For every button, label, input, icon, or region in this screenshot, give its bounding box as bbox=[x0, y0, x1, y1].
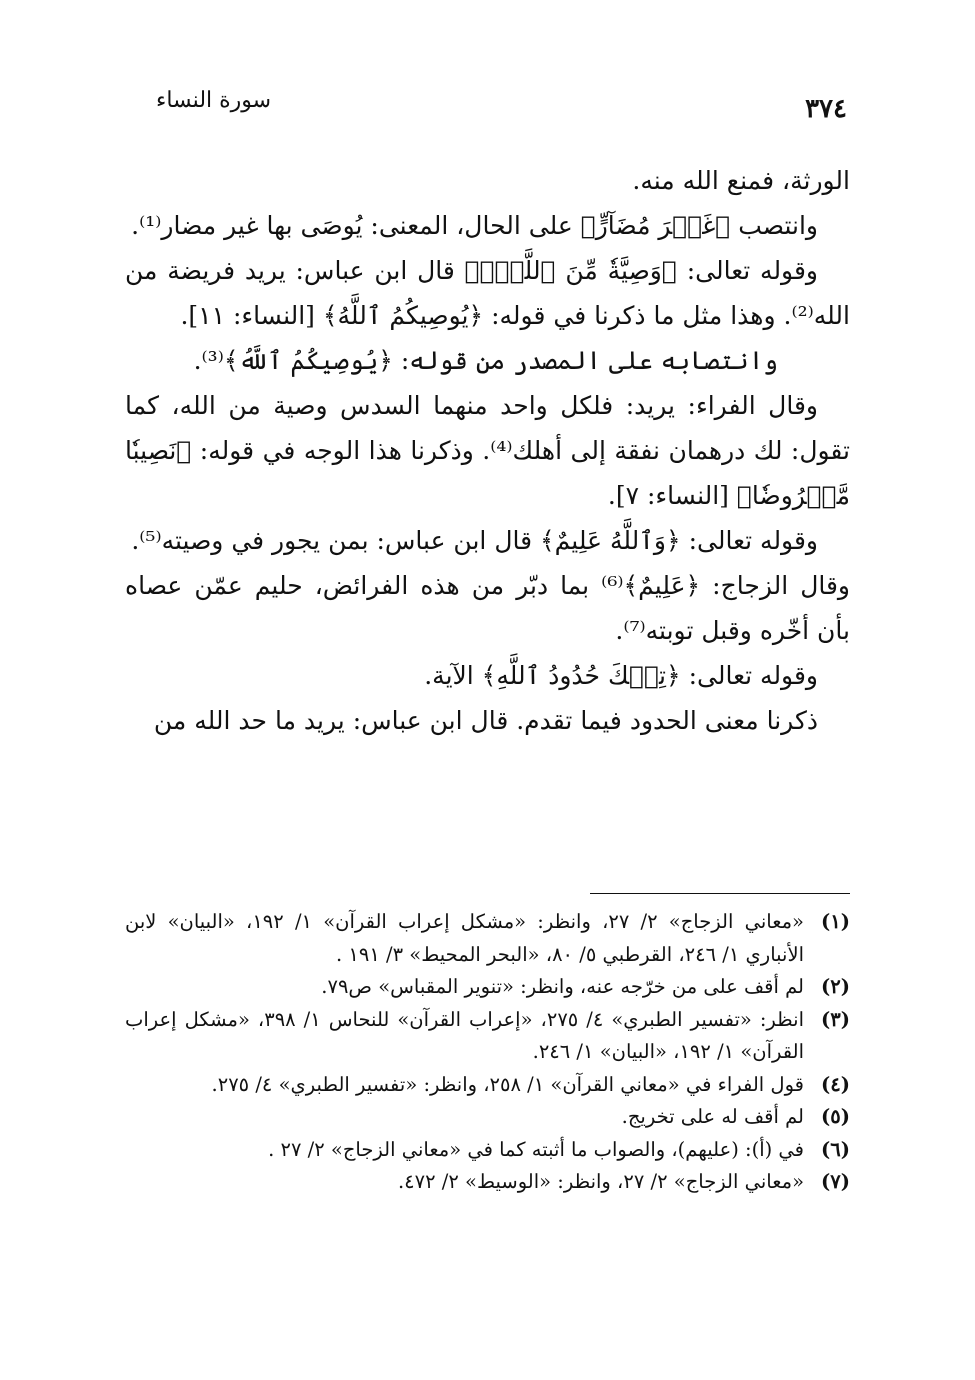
paragraph: ذكرنا معنى الحدود فيما تقدم. قال ابن عباس: يريد ما حد الله من bbox=[153, 706, 818, 735]
footnote bbox=[125, 1166, 850, 1199]
footnote-divider bbox=[590, 893, 850, 894]
footnote-number: (٢) bbox=[821, 975, 850, 998]
footnote-number: (٦) bbox=[821, 1137, 850, 1161]
footnote-number: (٥) bbox=[821, 1105, 850, 1128]
paragraph: وقوله تعالى: ﴿تِلۡكَ حُدُودُ ٱللَّهِ﴾ الآية. bbox=[424, 661, 818, 690]
paragraph: وانتصب ﴿غَيۡرَ مُضَآرٍّ﴾ على الحال، المعنى: يُوصَى بها غير مضار⁽¹⁾. bbox=[131, 211, 818, 240]
paragraph: وقال الفراء: يريد: فلكل واحد منهما السدس وصية من الله، كما تقول: لك درهمان نفقة إلى أهلك⁽⁴⁾. وذكرنا هذا الوجه في قوله: ﴿نَصِيبٗا مَّفۡرُوضٗا﴾ [النساء: ٧]. bbox=[125, 391, 850, 510]
footnote-number: (٤) bbox=[821, 1072, 850, 1096]
footnote-text: قول الفراء في «معاني القرآن» ١/ ٢٥٨، وانظر: «تفسير الطبري» ٤/ ٢٧٥. bbox=[211, 1072, 804, 1096]
footnote bbox=[125, 1004, 850, 1069]
footnote-text: لم أقف له على تخريج. bbox=[621, 1105, 804, 1128]
page-number: ٣٧٤ bbox=[805, 94, 847, 124]
main-text bbox=[125, 158, 850, 743]
footnote-text: في (أ): (عليهم)، والصواب ما أثبته كما في «معاني الزجاج» ٢/ ٢٧ . bbox=[268, 1137, 804, 1161]
paragraph: وقوله تعالى: ﴿وَٱللَّهُ عَلِيمٌ﴾ قال ابن عباس: بمن يجور في وصيته⁽⁵⁾. bbox=[131, 526, 818, 555]
paragraph: الورثة، فمنع الله منه. bbox=[632, 166, 850, 195]
footnote-number: (٣) bbox=[821, 1007, 850, 1031]
paragraph: وقال الزجاج: ﴿عَلِيمٌ﴾⁽⁶⁾ بما دبّر من هذه الفرائض، حليم عمّن عصاه بأن أخّره وقبل توبته⁽⁷⁾. bbox=[125, 571, 850, 645]
footnote bbox=[125, 1069, 850, 1102]
page-header bbox=[128, 82, 847, 132]
footnote-number: (٧) bbox=[821, 1170, 850, 1193]
footnote-text: «معاني الزجاج» ٢/ ٢٧، وانظر: «الوسيط» ٢/ ٤٧٢. bbox=[397, 1170, 804, 1193]
footnote bbox=[125, 1101, 850, 1134]
running-title: سورة النساء bbox=[156, 88, 272, 113]
footnote bbox=[125, 971, 850, 1004]
footnote-number: (١) bbox=[821, 910, 850, 933]
footnote bbox=[125, 906, 850, 971]
paragraph: وانتصابه على المصدر من قوله: ﴿يُوصِيكُمُ ٱللَّهُ﴾⁽³⁾. bbox=[193, 346, 778, 375]
footnote-text: انظر: «تفسير الطبري» ٤/ ٢٧٥، «إعراب القرآن» للنحاس ١/ ٣٩٨، «مشكل إعراب القرآن» ١/ ١٩٢، «البيان» ١/ ٢٤٦. bbox=[125, 1007, 804, 1063]
paragraph: وقوله تعالى: ﴿وَصِيَّةٗ مِّنَ ٱللَّهِۗ﴾ قال ابن عباس: يريد فريضة من الله⁽²⁾. وهذا مثل ما ذكرنا في قوله: ﴿يُوصِيكُمُ ٱللَّهُ﴾ [النساء: ١١]. bbox=[125, 256, 850, 330]
footnote-text: لم أقف على من خرّجه عنه، وانظر: «تنوير المقباس» ص٧٩. bbox=[321, 975, 804, 998]
footnote bbox=[125, 1134, 850, 1167]
footnotes bbox=[125, 906, 850, 1199]
footnote-text: «معاني الزجاج» ٢/ ٢٧، وانظر: «مشكل إعراب القرآن» ١/ ١٩٢، «البيان» لابن الأنباري ١/ ٢٤٦، القرطبي ٥/ ٨٠، «البحر المحيط» ٣/ ١٩١ . bbox=[125, 910, 804, 966]
